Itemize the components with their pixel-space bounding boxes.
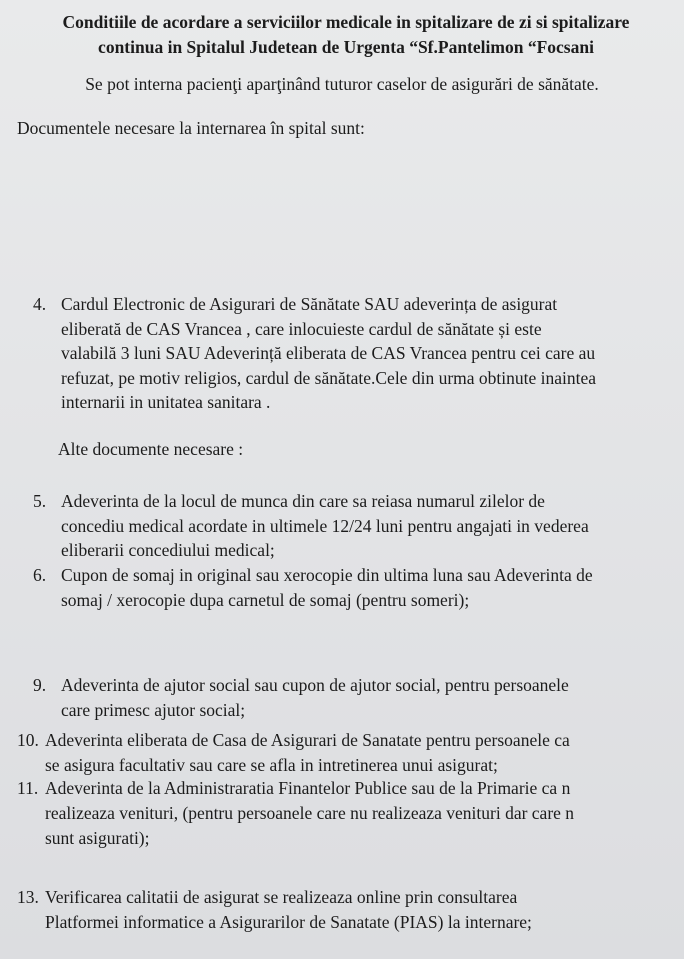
list-item-line: se asigura facultativ sau care se afla in intretinerea unui asigurat;	[45, 755, 498, 775]
list-item-line: refuzat, pe motiv religios, cardul de sănătate.Cele din urma obtinute inaintea	[61, 367, 597, 388]
list-item-line: care primesc ajutor social;	[61, 699, 246, 720]
other-documents-heading: Alte documente necesare :	[58, 439, 244, 459]
required-documents-heading: Documentele necesare la internarea în spital sunt:	[17, 118, 365, 138]
list-item-line: Adeverinta de la Administraratia Finantelor Publice sau de la Primarie ca n	[45, 778, 571, 798]
list-item-line: Adeverinta eliberata de Casa de Asigurari de Sanatate pentru persoanele ca	[45, 730, 570, 750]
list-item	[0, 728, 684, 780]
list-item-number: 10.	[17, 730, 39, 750]
list-item-line: Platformei informatice a Asigurarilor de Sanatate (PIAS) la internare;	[45, 912, 532, 932]
list-item-line: Cupon de somaj in original sau xerocopie din ultima luna sau Adeverinta de	[61, 565, 593, 585]
list-item	[0, 673, 684, 725]
list-item	[0, 292, 684, 422]
list-item-line: sunt asigurati);	[45, 828, 150, 848]
list-item-number: 6.	[33, 565, 47, 585]
list-item-line: valabilă 3 luni SAU Adeverință eliberata de CAS Vrancea pentru cei care au	[61, 343, 596, 364]
list-item-line: somaj / xerocopie dupa carnetul de somaj (pentru someri);	[61, 589, 470, 610]
list-item	[0, 563, 684, 615]
list-item	[0, 489, 684, 565]
list-item-line: Adeverinta de ajutor social sau cupon de ajutor social, pentru persoanele	[61, 675, 569, 695]
list-item-number: 5.	[33, 491, 47, 511]
document-title-line-2: continua in Spitalul Judetean de Urgenta “Sf.Pantelimon “Focsani	[98, 37, 594, 57]
document-subtitle: Se pot interna pacienţi aparţinând tuturor caselor de asigurări de sănătate.	[85, 74, 599, 94]
list-item-text	[61, 292, 596, 415]
list-item-line: realizeaza venituri, (pentru persoanele care nu realizeaza venituri dar care n	[45, 803, 575, 823]
list-item-line: eliberarii concediului medical;	[61, 540, 275, 561]
list-item-number: 4.	[33, 294, 47, 314]
list-item-line: Adeverinta de la locul de munca din care sa reiasa numarul zilelor de	[61, 491, 545, 511]
list-item-line: eliberată de CAS Vrancea , care inlocuieste cardul de sănătate și este	[61, 318, 542, 339]
list-item-text	[61, 489, 589, 563]
list-item	[0, 776, 684, 852]
list-item-number: 13.	[17, 887, 39, 907]
list-item-line: Cardul Electronic de Asigurari de Sănătate SAU adeverința de asigurat	[61, 294, 558, 314]
list-item-number: 9.	[33, 675, 47, 695]
list-item-line: Verificarea calitatii de asigurat se realizeaza online prin consultarea	[45, 887, 518, 907]
document-title-line-1: Conditiile de acordare a serviciilor medicale in spitalizare de zi si spitalizare	[62, 12, 630, 32]
list-item-text	[61, 563, 593, 612]
list-item	[0, 885, 684, 937]
list-item-text	[61, 673, 569, 722]
list-item-number: 11.	[17, 778, 39, 798]
list-item-line: concediu medical acordate in ultimele 12/24 luni pentru angajati in vederea	[61, 515, 589, 536]
list-item-line: internarii in unitatea sanitara .	[61, 392, 271, 413]
